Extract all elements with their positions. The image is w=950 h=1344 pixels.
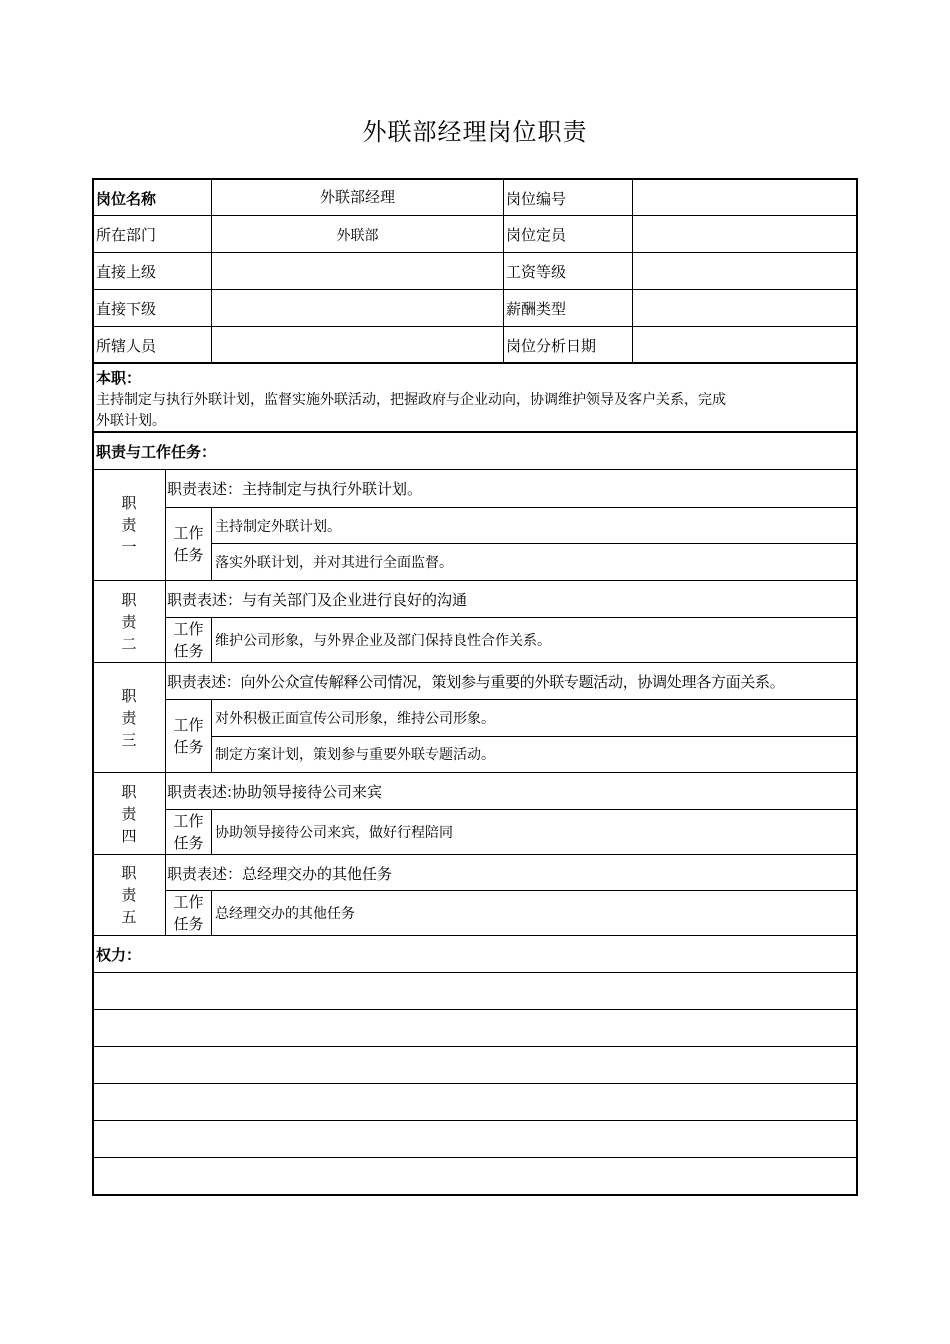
authority-label: 权力：: [96, 946, 142, 964]
duty-5-desc: 职责表述：总经理交办的其他任务: [167, 864, 393, 883]
analysis-date-label: 岗位分析日期: [506, 336, 597, 355]
duty-1-desc: 职责表述：主持制定与执行外联计划。: [167, 480, 423, 498]
duty-3-desc: 职责表述：向外公众宣传解释公司情况，策划参与重要的外联专题活动，协调处理各方面关系。: [167, 673, 785, 691]
duty-5-task-1: 总经理交办的其他任务: [215, 906, 355, 922]
duty-4-task-label: 工作 任务: [173, 812, 204, 852]
page-title: 外联部经理岗位职责: [362, 118, 588, 146]
duty-2-label: 职 责 二: [121, 590, 137, 653]
headcount-label: 岗位定员: [506, 226, 567, 244]
subordinate-label: 直接下级: [96, 300, 157, 318]
duty-4-desc: 职责表述:协助领导接待公司来宾: [167, 783, 383, 801]
dept-value: 外联部: [336, 227, 379, 244]
duty-1-task-label: 工作 任务: [173, 524, 204, 564]
duty-3-task-label: 工作 任务: [173, 716, 204, 756]
wage-label: 工资等级: [506, 263, 567, 281]
duty-summary-label: 本职：: [96, 368, 142, 387]
duty-2-task-label: 工作 任务: [173, 620, 204, 660]
duty-3-task-2: 制定方案计划，策划参与重要外联专题活动。: [215, 747, 495, 763]
staff-label: 所辖人员: [96, 336, 157, 355]
duty-4-task-1: 协助领导接待公司来宾，做好行程陪同: [215, 825, 453, 841]
duty-1-task-2: 落实外联计划，并对其进行全面监督。: [215, 555, 453, 571]
duty-1-label: 职 责 一: [121, 494, 137, 556]
duties-header: 职责与工作任务：: [96, 443, 217, 461]
duty-summary-line2: 外联计划。: [96, 413, 166, 429]
duty-3-label: 职 责 三: [121, 686, 137, 749]
duty-5-label: 职 责 五: [121, 864, 137, 926]
duty-2-desc: 职责表述：与有关部门及企业进行良好的沟通: [167, 591, 468, 609]
duty-2-task-1: 维护公司形象，与外界企业及部门保持良性合作关系。: [215, 633, 551, 649]
duty-summary-line1: 主持制定与执行外联计划，监督实施外联活动，把握政府与企业动向，协调维护领导及客户关系，完成: [96, 392, 726, 408]
position-no-label: 岗位编号: [506, 189, 567, 208]
authority-row-6: [94, 1158, 856, 1194]
dept-label: 所在部门: [96, 226, 157, 244]
position-name-value: 外联部经理: [319, 187, 395, 206]
duty-4-label: 职 责 四: [121, 782, 137, 845]
authority-row-2: [94, 1010, 856, 1046]
authority-row-3: [94, 1047, 856, 1083]
salary-type-label: 薪酬类型: [506, 300, 567, 318]
superior-label: 直接上级: [96, 263, 157, 281]
position-name-label: 岗位名称: [96, 189, 157, 208]
authority-row-5: [94, 1121, 856, 1157]
duty-3-task-1: 对外积极正面宣传公司形象，维持公司形象。: [215, 711, 495, 727]
authority-row-4: [94, 1084, 856, 1120]
authority-row-1: [94, 973, 856, 1009]
duty-5-task-label: 工作 任务: [173, 893, 204, 933]
duty-1-task-1: 主持制定外联计划。: [215, 519, 341, 535]
